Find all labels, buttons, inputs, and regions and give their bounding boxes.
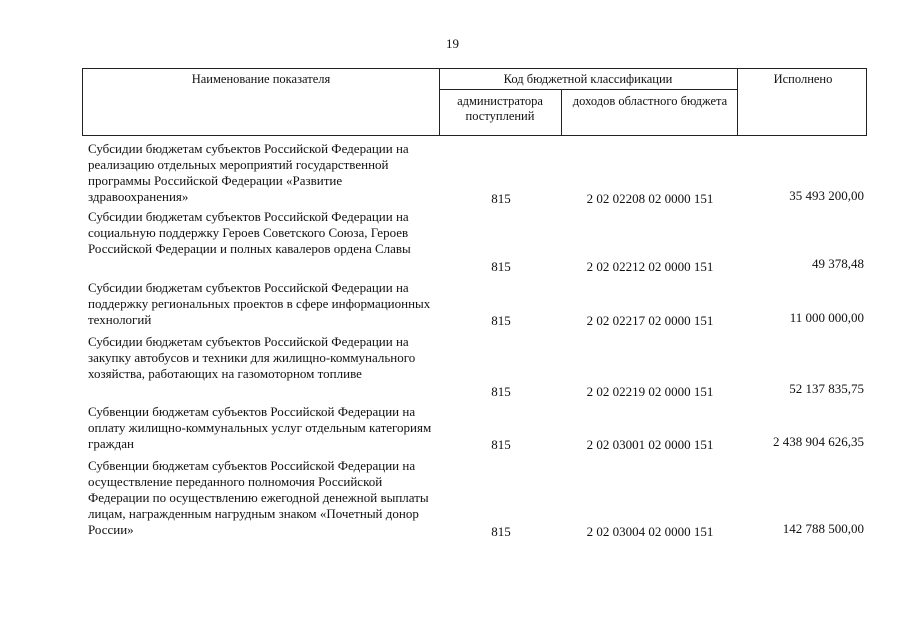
row-admin: 815 xyxy=(491,524,511,539)
row-executed: 2 438 904 626,35 xyxy=(773,434,864,449)
header-divider xyxy=(439,89,737,90)
row-name: Субвенции бюджетам субъектов Российской Федерации на осуществление переданного полномочия Российской Федерации по осуществлению ежегодной денежной выплаты лицам, награжденным нагрудным знаком «Почетный донор России» xyxy=(88,458,429,537)
table-header xyxy=(82,68,867,136)
row-admin: 815 xyxy=(491,437,511,452)
row-name: Субсидии бюджетам субъектов Российской Федерации на социальную поддержку Героев Советского Союза, Героев Российской Федерации и полных кавалеров ордена Славы xyxy=(88,209,411,256)
header-code-group: Код бюджетной классификации xyxy=(503,72,673,86)
header-executed: Исполнено xyxy=(773,72,833,86)
row-name: Субсидии бюджетам субъектов Российской Федерации на поддержку региональных проектов в сфере информационных технологий xyxy=(88,280,431,327)
row-admin: 815 xyxy=(491,384,511,399)
row-code: 2 02 02219 02 0000 151 xyxy=(586,384,714,399)
row-executed: 49 378,48 xyxy=(812,256,864,271)
header-admin: администратора поступлений xyxy=(457,94,543,123)
row-name: Субсидии бюджетам субъектов Российской Федерации на закупку автобусов и техники для жилищно-коммунального хозяйства, работающих на газомоторном топливе xyxy=(88,334,416,381)
row-executed: 35 493 200,00 xyxy=(789,188,864,203)
row-executed: 52 137 835,75 xyxy=(789,381,864,396)
header-name: Наименование показателя xyxy=(191,72,331,86)
row-name: Субвенции бюджетам субъектов Российской Федерации на оплату жилищно-коммунальных услуг отдельным категориям граждан xyxy=(88,404,432,451)
row-executed: 142 788 500,00 xyxy=(782,521,864,536)
header-divider xyxy=(737,69,738,135)
header-income: доходов областного бюджета xyxy=(572,94,728,108)
row-executed: 11 000 000,00 xyxy=(789,310,864,325)
page-number: 19 xyxy=(446,36,459,51)
row-code: 2 02 02212 02 0000 151 xyxy=(586,259,714,274)
row-code: 2 02 03001 02 0000 151 xyxy=(586,437,714,452)
header-divider xyxy=(561,89,562,135)
row-admin: 815 xyxy=(491,191,511,206)
row-name: Субсидии бюджетам субъектов Российской Федерации на реализацию отдельных мероприятий государственной программы Российской Федерации «Развитие здравоохранения» xyxy=(88,141,409,204)
row-admin: 815 xyxy=(491,313,511,328)
row-code: 2 02 03004 02 0000 151 xyxy=(586,524,714,539)
row-code: 2 02 02217 02 0000 151 xyxy=(586,313,714,328)
row-code: 2 02 02208 02 0000 151 xyxy=(586,191,714,206)
row-admin: 815 xyxy=(491,259,511,274)
